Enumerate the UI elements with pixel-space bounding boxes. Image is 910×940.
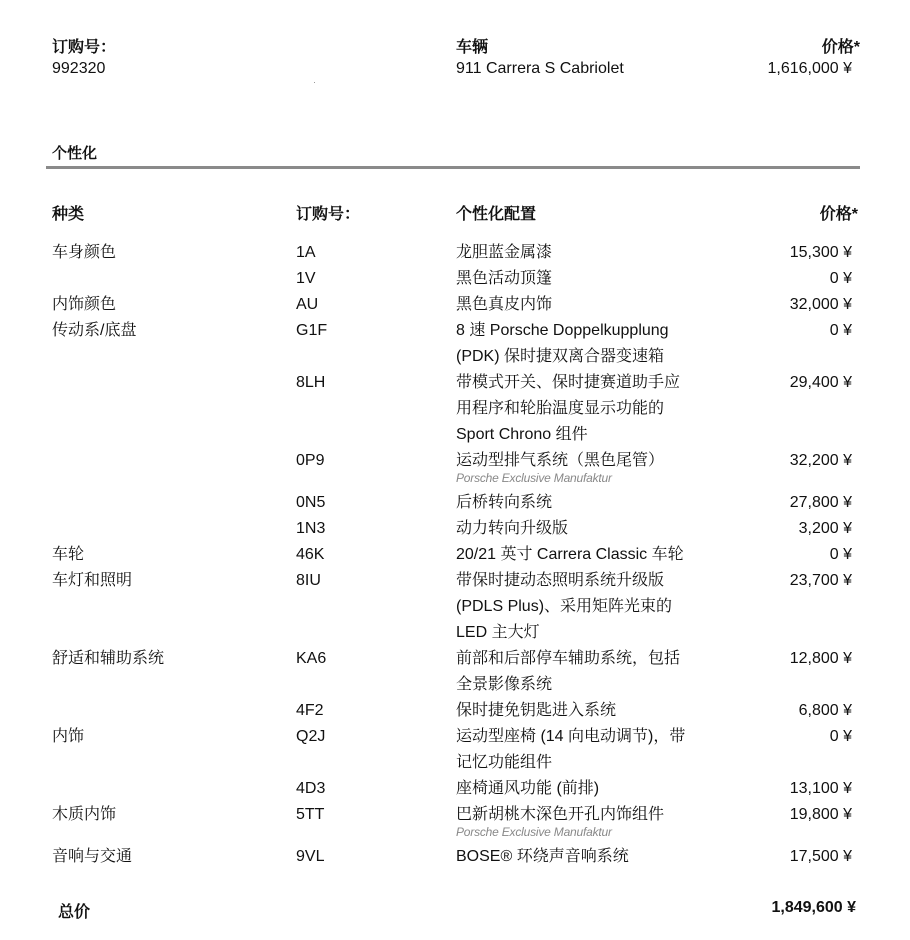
table-row: [0, 844, 910, 870]
order-number-label: 订购号：: [52, 39, 117, 56]
row-config-line: 20/21 英寸 Carrera Classic 车轮: [456, 546, 684, 563]
row-price: 19,800 ¥: [789, 806, 852, 823]
total-value: 1,849,600 ¥: [771, 899, 856, 916]
row-order-code: G1F: [296, 322, 328, 339]
row-category: 内饰: [52, 728, 85, 745]
table-row: [0, 516, 910, 542]
row-price: 13,100 ¥: [789, 780, 852, 797]
row-price: 32,200 ¥: [789, 452, 852, 469]
row-order-code: 1A: [296, 244, 316, 261]
row-order-code: 0P9: [296, 452, 325, 469]
vehicle-label: 车辆: [456, 39, 489, 56]
table-row: [0, 490, 910, 516]
row-config-description: [456, 370, 741, 448]
config-table-body: [0, 240, 910, 870]
row-price: 15,300 ¥: [789, 244, 852, 261]
row-config-line: 运动型排气系统（黑色尾管）: [456, 452, 665, 469]
row-config-line: Sport Chrono 组件: [456, 426, 588, 443]
row-category: 传动系/底盘: [52, 322, 137, 339]
row-price: 29,400 ¥: [789, 374, 852, 391]
row-price: 0 ¥: [829, 322, 852, 339]
table-row: [0, 646, 910, 698]
column-header-category: 种类: [52, 206, 85, 223]
row-config-description: [456, 240, 741, 266]
row-config-line: 8 速 Porsche Doppelkupplung: [456, 322, 669, 339]
table-row: [0, 370, 910, 448]
row-category: 音响与交通: [52, 848, 133, 865]
row-config-description: [456, 844, 741, 870]
row-config-description: [456, 448, 741, 487]
section-title: 个性化: [52, 145, 98, 162]
table-row: [0, 802, 910, 844]
row-config-line: 座椅通风功能 (前排): [456, 780, 600, 797]
row-order-code: Q2J: [296, 728, 326, 745]
row-config-line: 带保时捷动态照明系统升级版: [456, 572, 665, 589]
row-order-code: KA6: [296, 650, 327, 667]
row-order-code: 8LH: [296, 374, 326, 391]
column-header-config: 个性化配置: [456, 206, 537, 223]
order-header: [0, 34, 910, 84]
row-order-code: 9VL: [296, 848, 325, 865]
row-order-code: 8IU: [296, 572, 321, 589]
row-category: 舒适和辅助系统: [52, 650, 165, 667]
row-category: 车身颜色: [52, 244, 117, 261]
row-category: 车轮: [52, 546, 85, 563]
row-config-description: [456, 490, 741, 516]
row-category: 车灯和照明: [52, 572, 133, 589]
row-config-description: [456, 776, 741, 802]
row-config-description: [456, 516, 741, 542]
price-value: 1,616,000 ¥: [767, 60, 852, 77]
row-config-line: 全景影像系统: [456, 676, 553, 693]
row-price: 32,000 ¥: [789, 296, 852, 313]
row-config-line: 用程序和轮胎温度显示功能的: [456, 400, 665, 417]
row-config-description: [456, 542, 741, 568]
section-divider: [46, 166, 860, 169]
vehicle-value: 911 Carrera S Cabriolet: [456, 60, 624, 77]
row-config-description: [456, 646, 741, 698]
row-price: 12,800 ¥: [789, 650, 852, 667]
row-config-line: 前部和后部停车辅助系统，包括: [456, 650, 681, 667]
row-order-code: 5TT: [296, 806, 325, 823]
row-order-code: 4F2: [296, 702, 324, 719]
row-config-description: [456, 568, 741, 646]
row-brand-note: Porsche Exclusive Manufaktur: [456, 825, 612, 839]
row-price: 3,200 ¥: [798, 520, 852, 537]
row-config-line: 巴新胡桃木深色开孔内饰组件: [456, 806, 665, 823]
divider-dot: [314, 82, 315, 83]
row-config-line: 动力转向升级版: [456, 520, 569, 537]
row-order-code: 1N3: [296, 520, 326, 537]
row-price: 17,500 ¥: [789, 848, 852, 865]
total-label: 总价: [58, 904, 91, 921]
table-row: [0, 698, 910, 724]
row-price: 27,800 ¥: [789, 494, 852, 511]
row-price: 0 ¥: [829, 270, 852, 287]
row-price: 0 ¥: [829, 546, 852, 563]
order-number-value: 992320: [52, 60, 106, 77]
row-price: 23,700 ¥: [789, 572, 852, 589]
row-order-code: 0N5: [296, 494, 326, 511]
row-config-line: 运动型座椅 (14 向电动调节)，带: [456, 728, 686, 745]
row-config-line: 保时捷免钥匙进入系统: [456, 702, 617, 719]
row-order-code: 1V: [296, 270, 316, 287]
column-header-price: 价格*: [819, 206, 858, 223]
row-config-description: [456, 724, 741, 776]
row-config-description: [456, 698, 741, 724]
row-category: 木质内饰: [52, 806, 117, 823]
row-config-line: 黑色真皮内饰: [456, 296, 553, 313]
table-row: [0, 448, 910, 490]
table-row: [0, 776, 910, 802]
table-row: [0, 318, 910, 370]
table-row: [0, 266, 910, 292]
row-config-line: 后桥转向系统: [456, 494, 553, 511]
row-config-description: [456, 318, 741, 370]
price-label: 价格*: [821, 39, 860, 56]
row-config-line: BOSE® 环绕声音响系统: [456, 848, 629, 865]
row-brand-note: Porsche Exclusive Manufaktur: [456, 471, 612, 485]
row-config-line: (PDLS Plus)、采用矩阵光束的: [456, 598, 673, 615]
table-row: [0, 724, 910, 776]
row-price: 6,800 ¥: [798, 702, 852, 719]
row-category: 内饰颜色: [52, 296, 117, 313]
row-config-line: 记忆功能组件: [456, 754, 553, 771]
row-config-description: [456, 292, 741, 318]
row-config-line: 带模式开关、保时捷赛道助手应: [456, 374, 681, 391]
row-order-code: 46K: [296, 546, 325, 563]
row-config-line: 龙胆蓝金属漆: [456, 244, 553, 261]
table-row: [0, 292, 910, 318]
row-order-code: AU: [296, 296, 319, 313]
row-order-code: 4D3: [296, 780, 326, 797]
table-row: [0, 240, 910, 266]
row-config-description: [456, 802, 741, 841]
table-row: [0, 568, 910, 646]
row-config-description: [456, 266, 741, 292]
row-config-line: (PDK) 保时捷双离合器变速箱: [456, 348, 665, 365]
row-price: 0 ¥: [829, 728, 852, 745]
row-config-line: 黑色活动顶篷: [456, 270, 553, 287]
column-header-code: 订购号：: [296, 206, 361, 223]
row-config-line: LED 主大灯: [456, 624, 540, 641]
table-row: [0, 542, 910, 568]
